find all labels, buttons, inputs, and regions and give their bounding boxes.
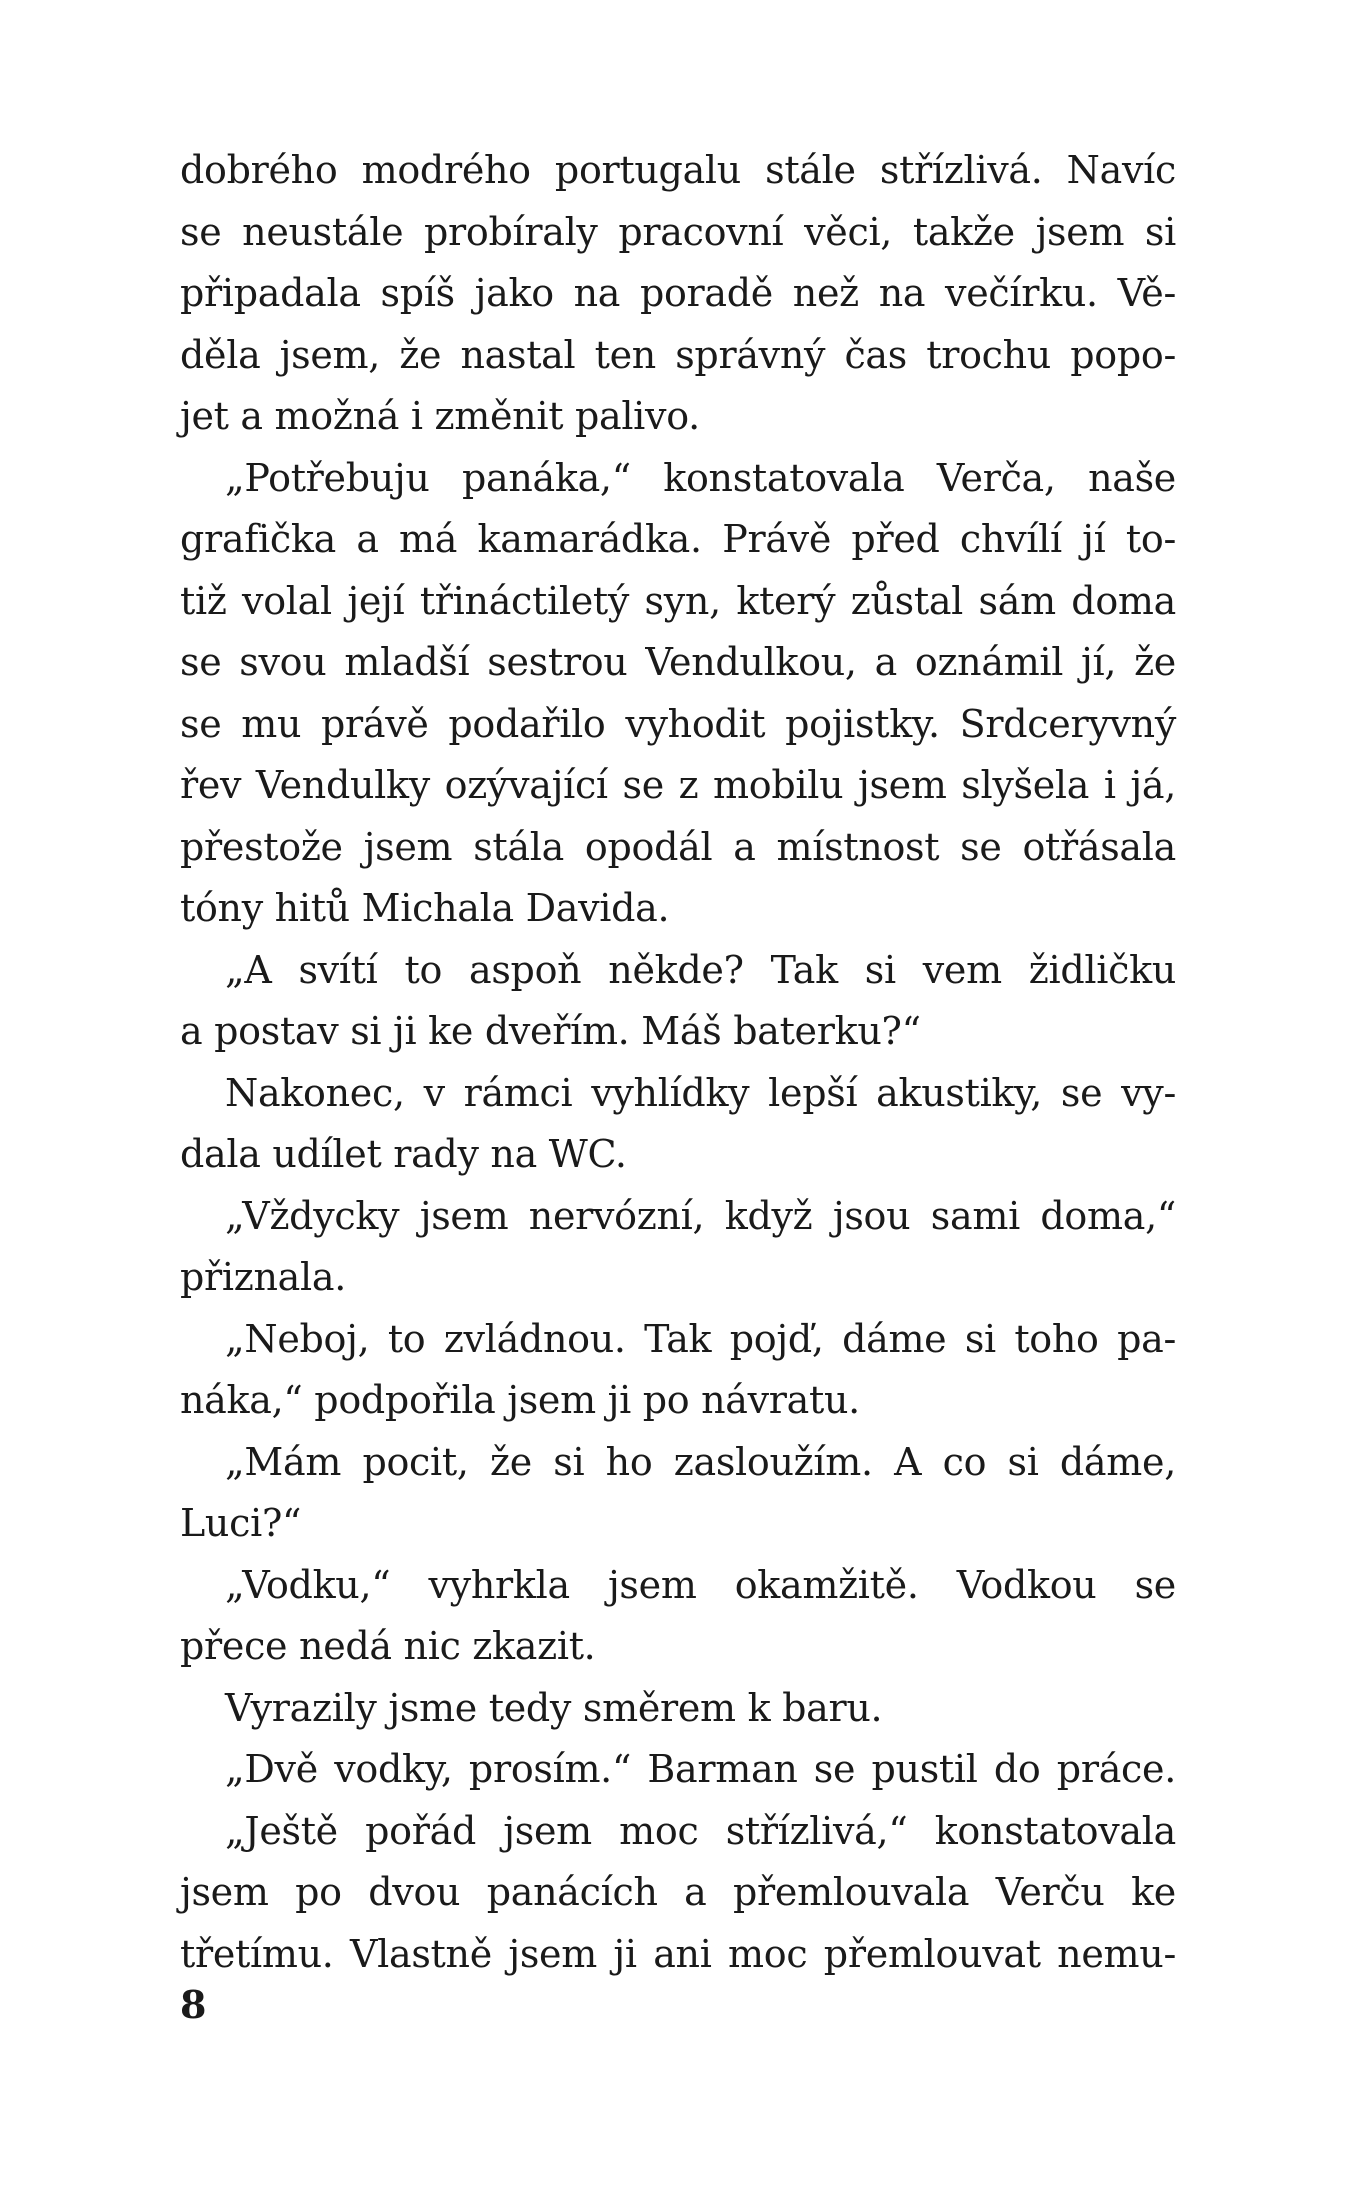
- text-line: jet a možná i změnit palivo.: [180, 394, 700, 438]
- text-line: „Potřebuju panáka,“ konstatovala Verča, naše: [225, 455, 1176, 500]
- text-line: tóny hitů Michala Davida.: [180, 886, 670, 930]
- text-line: děla jsem, že nastal ten správný čas trochu popo-: [180, 332, 1176, 377]
- text-line: tiž volal její třináctiletý syn, který zůstal sám doma: [180, 578, 1176, 623]
- text-line: se svou mladší sestrou Vendulkou, a oznámil jí, že: [180, 640, 1176, 684]
- text-line: „Vodku,“ vyhrkla jsem okamžitě. Vodkou se: [225, 1562, 1176, 1607]
- text-line: „Dvě vodky, prosím.“ Barman se pustil do práce.: [225, 1747, 1176, 1791]
- text-line: Nakonec, v rámci vyhlídky lepší akustiky, se vy-: [225, 1070, 1176, 1115]
- text-line: Luci?“: [180, 1501, 302, 1545]
- text-line: „Neboj, to zvládnou. Tak pojď, dáme si toho pa-: [225, 1316, 1176, 1361]
- text-line: Vyrazily jsme tedy směrem k baru.: [225, 1685, 883, 1730]
- text-line: dala udílet rady na WC.: [180, 1132, 627, 1176]
- text-line: přece nedá nic zkazit.: [180, 1624, 596, 1668]
- text-line: připadala spíš jako na poradě než na večírku. Vě-: [180, 271, 1176, 315]
- text-line: „Ještě pořád jsem moc střízlivá,“ konstatovala: [225, 1808, 1176, 1853]
- text-line: třetímu. Vlastně jsem ji ani moc přemlouvat nemu-: [180, 1931, 1176, 1976]
- book-page-text: [180, 140, 1176, 1985]
- text-line: se neustále probíraly pracovní věci, takže jsem si: [180, 209, 1176, 254]
- text-line: přestože jsem stála opodál a místnost se otřásala: [180, 824, 1176, 869]
- text-line: dobrého modrého portugalu stále střízlivá. Navíc: [180, 148, 1176, 192]
- text-line: grafička a má kamarádka. Právě před chvílí jí to-: [180, 517, 1176, 561]
- page-number: 8: [180, 1982, 207, 2027]
- text-line: „A svítí to aspoň někde? Tak si vem židličku: [225, 947, 1176, 992]
- text-line: řev Vendulky ozývající se z mobilu jsem slyšela i já,: [180, 763, 1176, 807]
- text-line: „Vždycky jsem nervózní, když jsou sami doma,“: [225, 1193, 1176, 1238]
- text-line: „Mám pocit, že si ho zasloužím. A co si dáme,: [225, 1439, 1176, 1484]
- text-line: jsem po dvou panácích a přemlouvala Verču ke: [180, 1870, 1176, 1914]
- text-line: a postav si ji ke dveřím. Máš baterku?“: [180, 1009, 921, 1053]
- text-line: náka,“ podpořila jsem ji po návratu.: [180, 1378, 860, 1422]
- text-line: přiznala.: [180, 1255, 346, 1299]
- text-line: se mu právě podařilo vyhodit pojistky. Srdceryvný: [180, 701, 1176, 746]
